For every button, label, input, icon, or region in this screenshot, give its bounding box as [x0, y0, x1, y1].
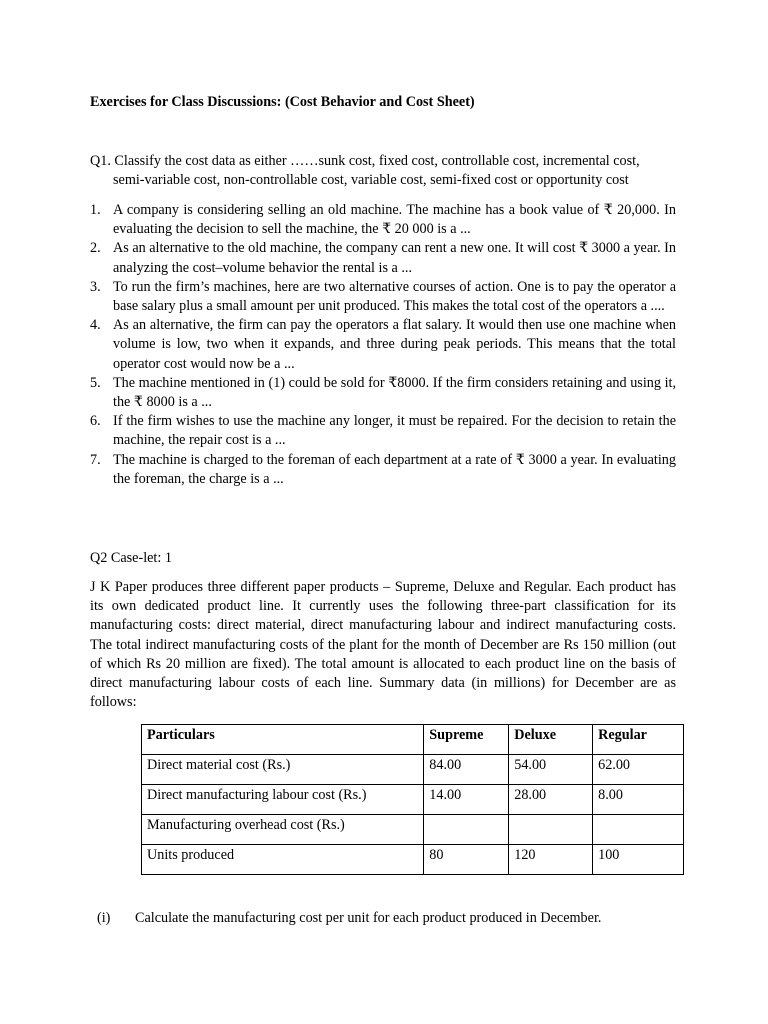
table-cell: Manufacturing overhead cost (Rs.): [142, 815, 424, 845]
table-header-row: [142, 725, 684, 755]
table-row: [142, 845, 684, 875]
table-cell: 62.00: [593, 755, 684, 785]
list-item: 5. The machine mentioned in (1) could be sold for ₹8000. If the firm considers retaining and using it, the ₹ 8000 is a ...: [90, 374, 676, 411]
table-cell: [593, 815, 684, 845]
table-cell: 80: [424, 845, 509, 875]
table-cell: [509, 815, 593, 845]
task-number: (i): [97, 910, 111, 926]
q1-line-1: Q1. Classify the cost data as either ……sunk cost, fixed cost, controllable cost, incremental cost,: [90, 153, 640, 169]
table-row: [142, 785, 684, 815]
table-cell: 100: [593, 845, 684, 875]
table-header-cell: Regular: [593, 725, 684, 755]
case-paragraph: J K Paper produces three different paper products – Supreme, Deluxe and Regular. Each product has its own dedicated product line. It currently uses the following three-part classification for its manufacturing costs: direct material, direct manufacturing labour and indirect manufacturing costs. The total indirect manufacturing costs of the plant for the month of December are Rs 150 million (out of which Rs 20 million are fixed). The total amount is allocated to each product line on the basis of direct manufacturing labour costs of each line. Summary data (in millions) for December are as follows:: [90, 579, 676, 711]
table-header-cell: Particulars: [142, 725, 424, 755]
table-cell: Direct material cost (Rs.): [142, 755, 424, 785]
table-cell: 8.00: [593, 785, 684, 815]
table-row: [142, 755, 684, 785]
task-item: [97, 909, 601, 928]
table-cell: Units produced: [142, 845, 424, 875]
table-cell: [424, 815, 509, 845]
q1-line-2: semi-variable cost, non-controllable cost, variable cost, semi-fixed cost or opportunity cost: [113, 172, 629, 189]
page-title: Exercises for Class Discussions: (Cost Behavior and Cost Sheet): [90, 94, 475, 110]
table-header-cell: Deluxe: [509, 725, 593, 755]
list-item: 7. The machine is charged to the foreman of each department at a rate of ₹ 3000 a year. In evaluating the foreman, the charge is a ...: [90, 451, 676, 487]
table-header-cell: Supreme: [424, 725, 509, 755]
list-item: 6. If the firm wishes to use the machine any longer, it must be repaired. For the decision to retain the machine, the repair cost is a ...: [90, 413, 676, 449]
task-text: Calculate the manufacturing cost per unit for each product produced in December.: [135, 910, 602, 926]
table-cell: Direct manufacturing labour cost (Rs.): [142, 785, 424, 815]
table-cell: 14.00: [424, 785, 509, 815]
table-row: [142, 815, 684, 845]
q1-item-list: [90, 201, 676, 489]
table-cell: 84.00: [424, 755, 509, 785]
table-cell: 120: [509, 845, 593, 875]
table-cell: 28.00: [509, 785, 593, 815]
table-cell: 54.00: [509, 755, 593, 785]
list-item: 2. As an alternative to the old machine, the company can rent a new one. It will cost ₹ 3000 a year. In analyzing the cost–volume behavior the rental is a ...: [90, 240, 676, 276]
list-item: 4. As an alternative, the firm can pay the operators a flat salary. It would then use one machine when volume is low, two when it expands, and three during peak periods. This means that the total operator cost would now be a ...: [90, 317, 676, 372]
q1-question: [90, 152, 676, 190]
q2-heading: Q2 Case-let: 1: [90, 550, 172, 566]
list-item: 3. To run the firm’s machines, here are two alternative courses of action. One is to pay the operator a base salary plus a small amount per unit produced. This makes the total cost of the operators a ....: [90, 278, 676, 315]
list-item: 1. A company is considering selling an old machine. The machine has a book value of ₹ 20,000. In evaluating the decision to sell the machine, the ₹ 20 000 is a ...: [90, 202, 676, 238]
cost-table: [141, 724, 684, 875]
